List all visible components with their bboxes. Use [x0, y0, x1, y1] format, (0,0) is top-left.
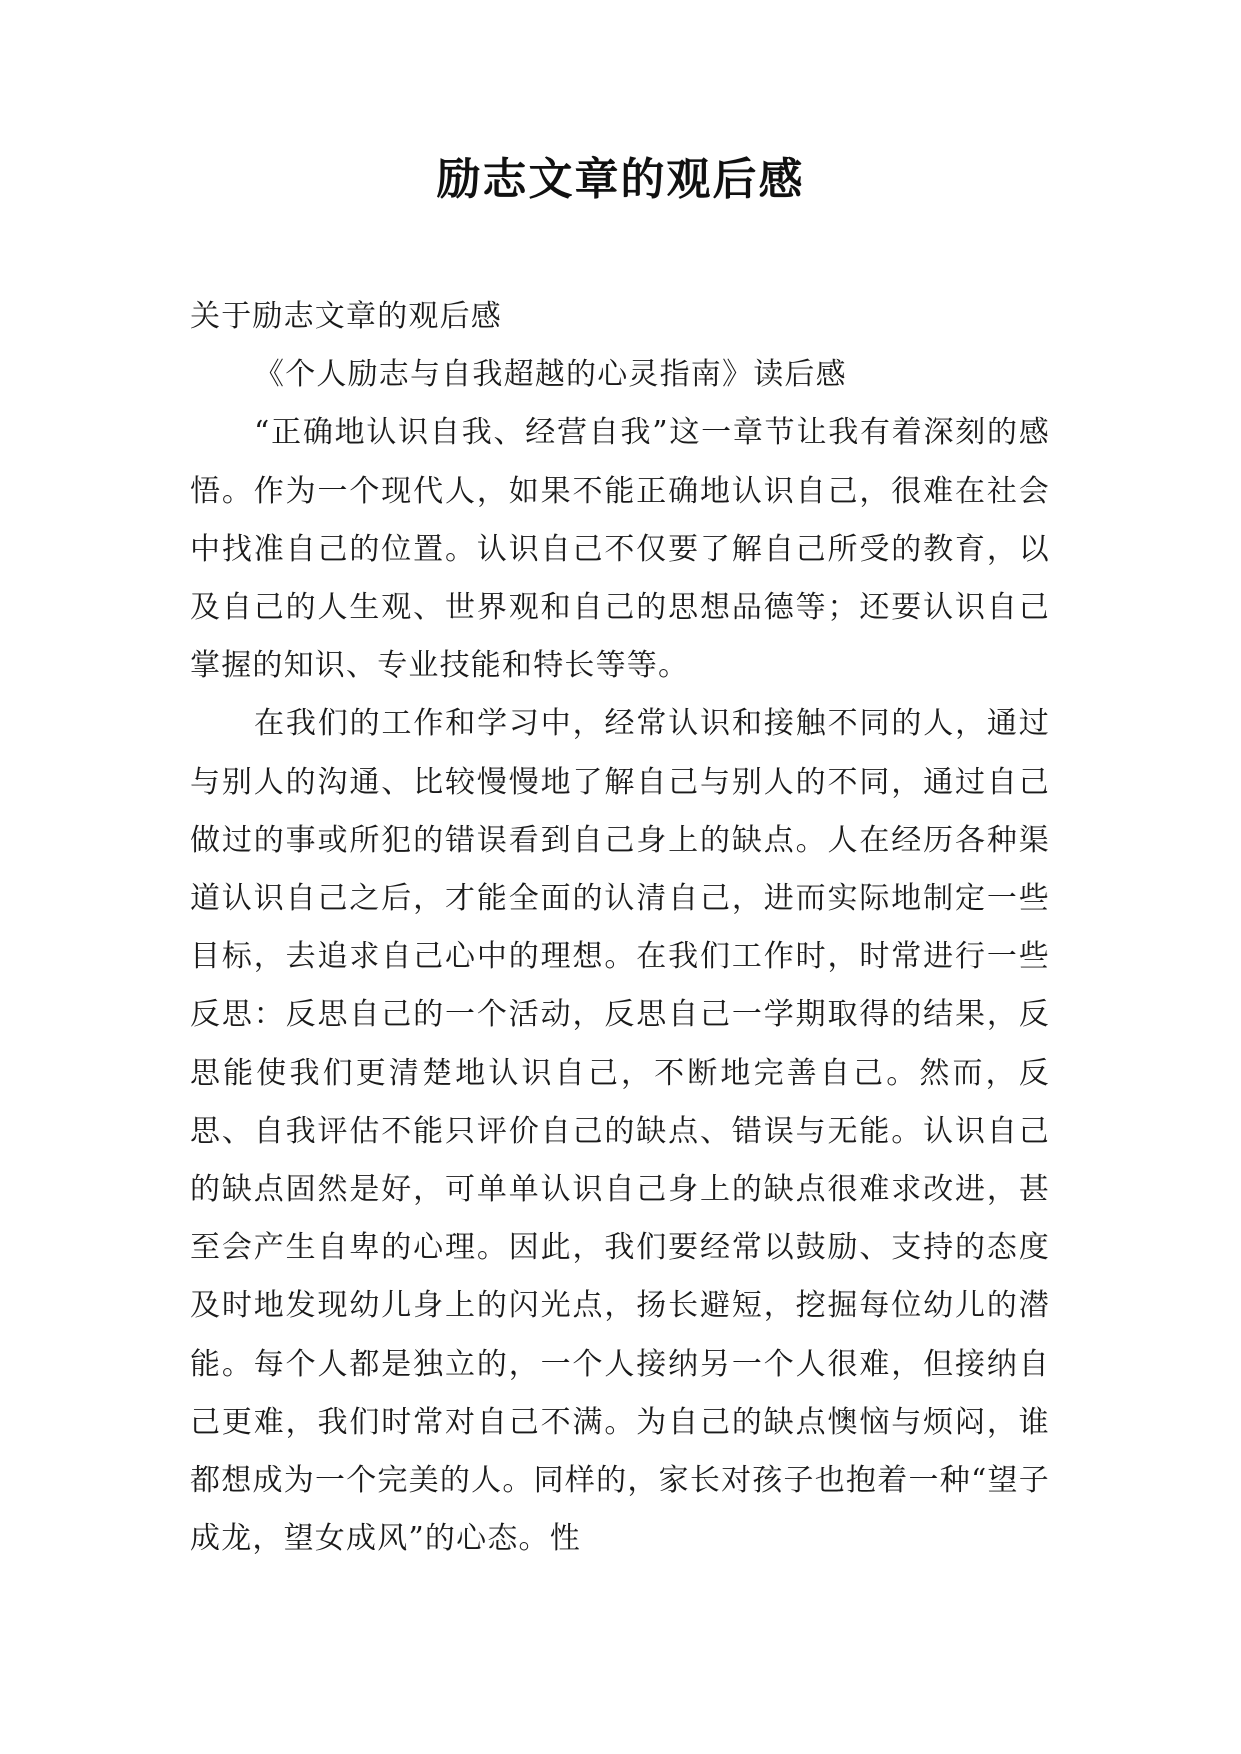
- document-subheading: 关于励志文章的观后感: [190, 299, 502, 334]
- document-body: [190, 288, 1050, 1568]
- paragraph-book-title: 《个人励志与自我超越的心灵指南》读后感: [254, 357, 847, 393]
- document-title: 励志文章的观后感: [436, 154, 805, 205]
- paragraph-1: “正确地认识自我、经营自我”这一章节让我有着深刻的感悟。作为一个现代人，如果不能正确地认识自己，很难在社会中找准自己的位置。认识自己不仅要了解自己所受的教育，以及自己的人生观、世界观和自己的思想品德等；还要认识自己掌握的知识、专业技能和特长等等。: [190, 415, 1050, 684]
- paragraph-2: 在我们的工作和学习中，经常认识和接触不同的人，通过与别人的沟通、比较慢慢地了解自己与别人的不同，通过自己做过的事或所犯的错误看到自己身上的缺点。人在经历各种渠道认识自己之后，才能全面的认清自己，进而实际地制定一些目标，去追求自己心中的理想。在我们工作时，时常进行一些反思：反思自己的一个活动，反思自己一学期取得的结果，反思能使我们更清楚地认识自己，不断地完善自己。然而，反思、自我评估不能只评价自己的缺点、错误与无能。认识自己的缺点固然是好，可单单认识自己身上的缺点很难求改进，甚至会产生自卑的心理。因此，我们要经常以鼓励、支持的态度及时地发现幼儿身上的闪光点，扬长避短，挖掘每位幼儿的潜能。每个人都是独立的，一个人接纳另一个人很难，但接纳自己更难，我们时常对自己不满。为自己的缺点懊恼与烦闷，谁都想成为一个完美的人。同样的，家长对孩子也抱着一种“望子成龙，望女成风”的心态。性: [190, 706, 1050, 1557]
